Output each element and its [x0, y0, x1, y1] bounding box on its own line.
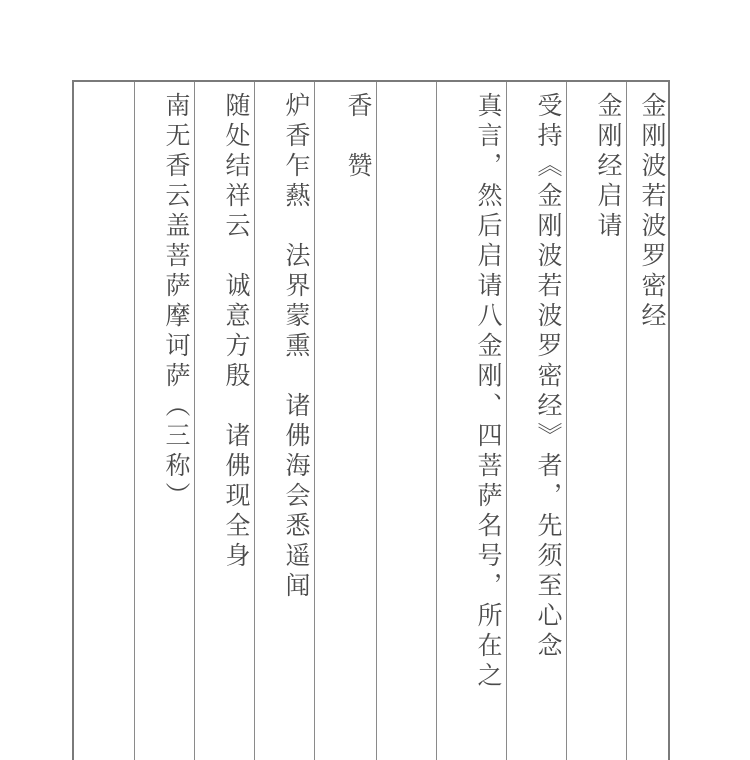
column-hymn-3	[134, 82, 194, 760]
column-blank-1	[376, 82, 436, 760]
invocation-line: 南无香云盖菩萨摩诃萨（三称）	[162, 92, 191, 512]
column-body-2	[436, 82, 506, 760]
body-line-2: 真言，然后启请八金刚、四菩萨名号，所在之	[474, 92, 503, 692]
column-hymn-title	[314, 82, 376, 760]
column-heading	[566, 82, 626, 760]
column-hymn-1	[254, 82, 314, 760]
column-body-1	[506, 82, 566, 760]
hymn-title: 香 赞	[344, 92, 373, 182]
body-line-1: 受持《金刚波若波罗密经》者，先须至心念	[534, 92, 563, 662]
sutra-page-frame	[72, 80, 670, 760]
column-blank-2	[74, 82, 134, 760]
hymn-line-2: 随处结祥云 诚意方殷 诸佛现全身	[222, 92, 251, 572]
section-heading: 金刚经启请	[594, 92, 623, 242]
column-title	[626, 82, 670, 760]
column-hymn-2	[194, 82, 254, 760]
hymn-line-1: 炉香乍爇 法界蒙熏 诸佛海会悉遥闻	[282, 92, 311, 602]
sutra-title: 金刚波若波罗密经	[638, 92, 667, 332]
